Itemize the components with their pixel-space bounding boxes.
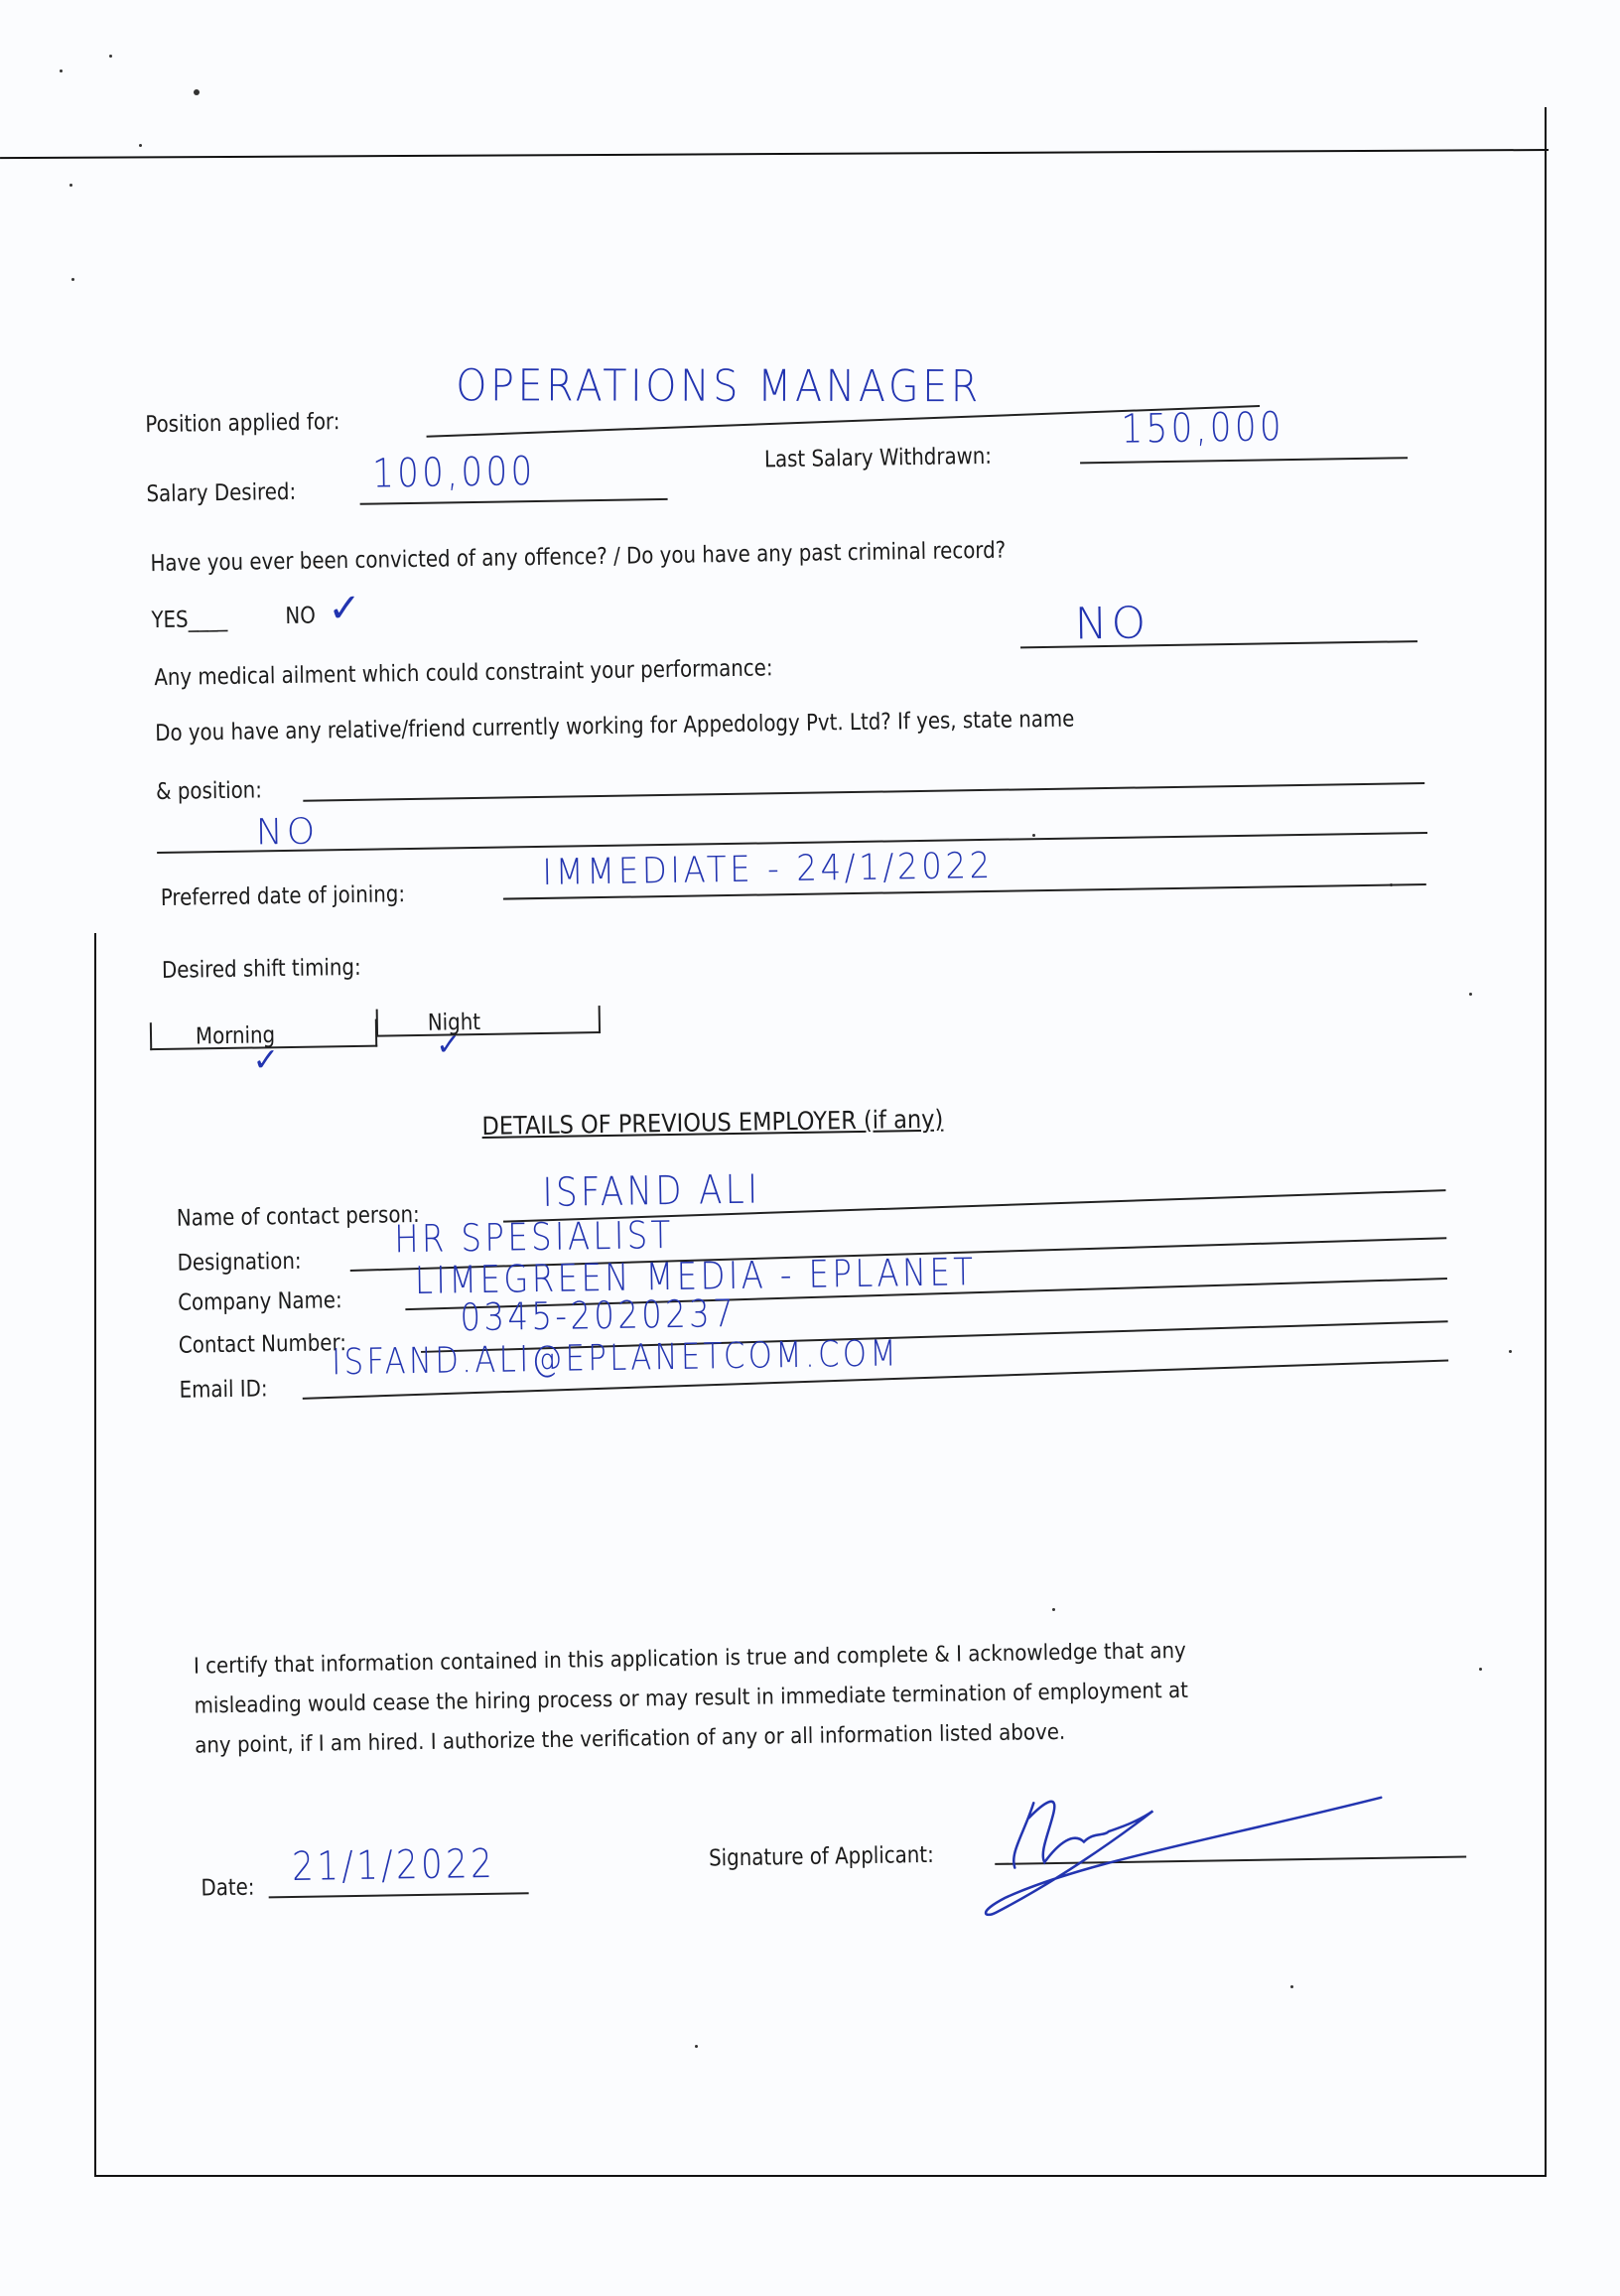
shift-night-option: Night	[427, 1009, 481, 1036]
company-name-label: Company Name:	[178, 1287, 342, 1316]
contact-number-label: Contact Number:	[178, 1330, 347, 1359]
shift-night-check: ✓	[435, 1027, 466, 1063]
declaration-line-3: any point, if I am hired. I authorize the verification of any or all information listed above.	[195, 1719, 1066, 1759]
last-salary-label: Last Salary Withdrawn:	[763, 443, 993, 473]
email-value[interactable]: ISFAND.ALI@EPLANETCOM.COM	[331, 1333, 900, 1384]
joining-label: Preferred date of joining:	[160, 881, 406, 911]
medical-label: Any medical ailment which could constraint your performance:	[154, 655, 773, 692]
applicant-signature	[964, 1767, 1403, 1923]
shift-morning-check: ✓	[252, 1040, 284, 1079]
shift-label: Desired shift timing:	[161, 954, 361, 984]
email-label: Email ID:	[179, 1376, 268, 1404]
relative-line-1	[303, 782, 1424, 802]
salary-desired-value[interactable]: 100,000	[371, 449, 536, 497]
declaration-line-2: misleading would cease the hiring process or may result in immediate termination of employment at	[194, 1678, 1189, 1719]
date-label: Date:	[201, 1874, 255, 1902]
company-name-value[interactable]: LIMEGREEN MEDIA - EPLANET	[414, 1250, 977, 1303]
relative-value[interactable]: NO	[255, 811, 320, 854]
joining-value[interactable]: IMMEDIATE - 24/1/2022	[542, 845, 995, 893]
date-line	[269, 1892, 529, 1898]
relative-question-cont: & position:	[155, 777, 263, 806]
position-value[interactable]: OPERATIONS MANAGER	[456, 360, 982, 413]
contact-person-label: Name of contact person:	[176, 1201, 420, 1232]
date-value[interactable]: 21/1/2022	[291, 1840, 496, 1891]
last-salary-value[interactable]: 150,000	[1121, 404, 1285, 453]
contact-person-value[interactable]: ISFAND ALI	[542, 1166, 761, 1216]
shift-morning-option: Morning	[195, 1022, 276, 1050]
no-check-mark: ✓	[327, 585, 366, 632]
contact-number-value[interactable]: 0345-2020237	[460, 1290, 738, 1340]
signature-label: Signature of Applicant:	[708, 1841, 934, 1872]
declaration-line-1: I certify that information contained in this application is true and complete & I acknowledge that any	[193, 1638, 1186, 1680]
shift-night-box[interactable]	[376, 1006, 601, 1037]
position-label: Position applied for:	[145, 409, 340, 439]
relative-question: Do you have any relative/friend currently working for Appedology Pvt. Ltd? If yes, state name	[155, 706, 1075, 747]
conviction-question: Have you ever been convicted of any offence? / Do you have any past criminal record?	[150, 537, 1007, 578]
salary-desired-label: Salary Desired:	[146, 478, 297, 508]
medical-value[interactable]: NO	[1074, 598, 1150, 650]
no-option[interactable]: NO	[285, 603, 316, 629]
designation-value[interactable]: HR SPESIALIST	[393, 1212, 675, 1262]
declaration-text	[194, 1628, 1446, 1767]
previous-employer-heading: DETAILS OF PREVIOUS EMPLOYER (if any)	[481, 1104, 944, 1141]
last-salary-line	[1080, 457, 1408, 464]
yes-option[interactable]: YES____	[151, 606, 228, 634]
designation-label: Designation:	[177, 1248, 302, 1277]
salary-desired-line	[360, 498, 668, 505]
